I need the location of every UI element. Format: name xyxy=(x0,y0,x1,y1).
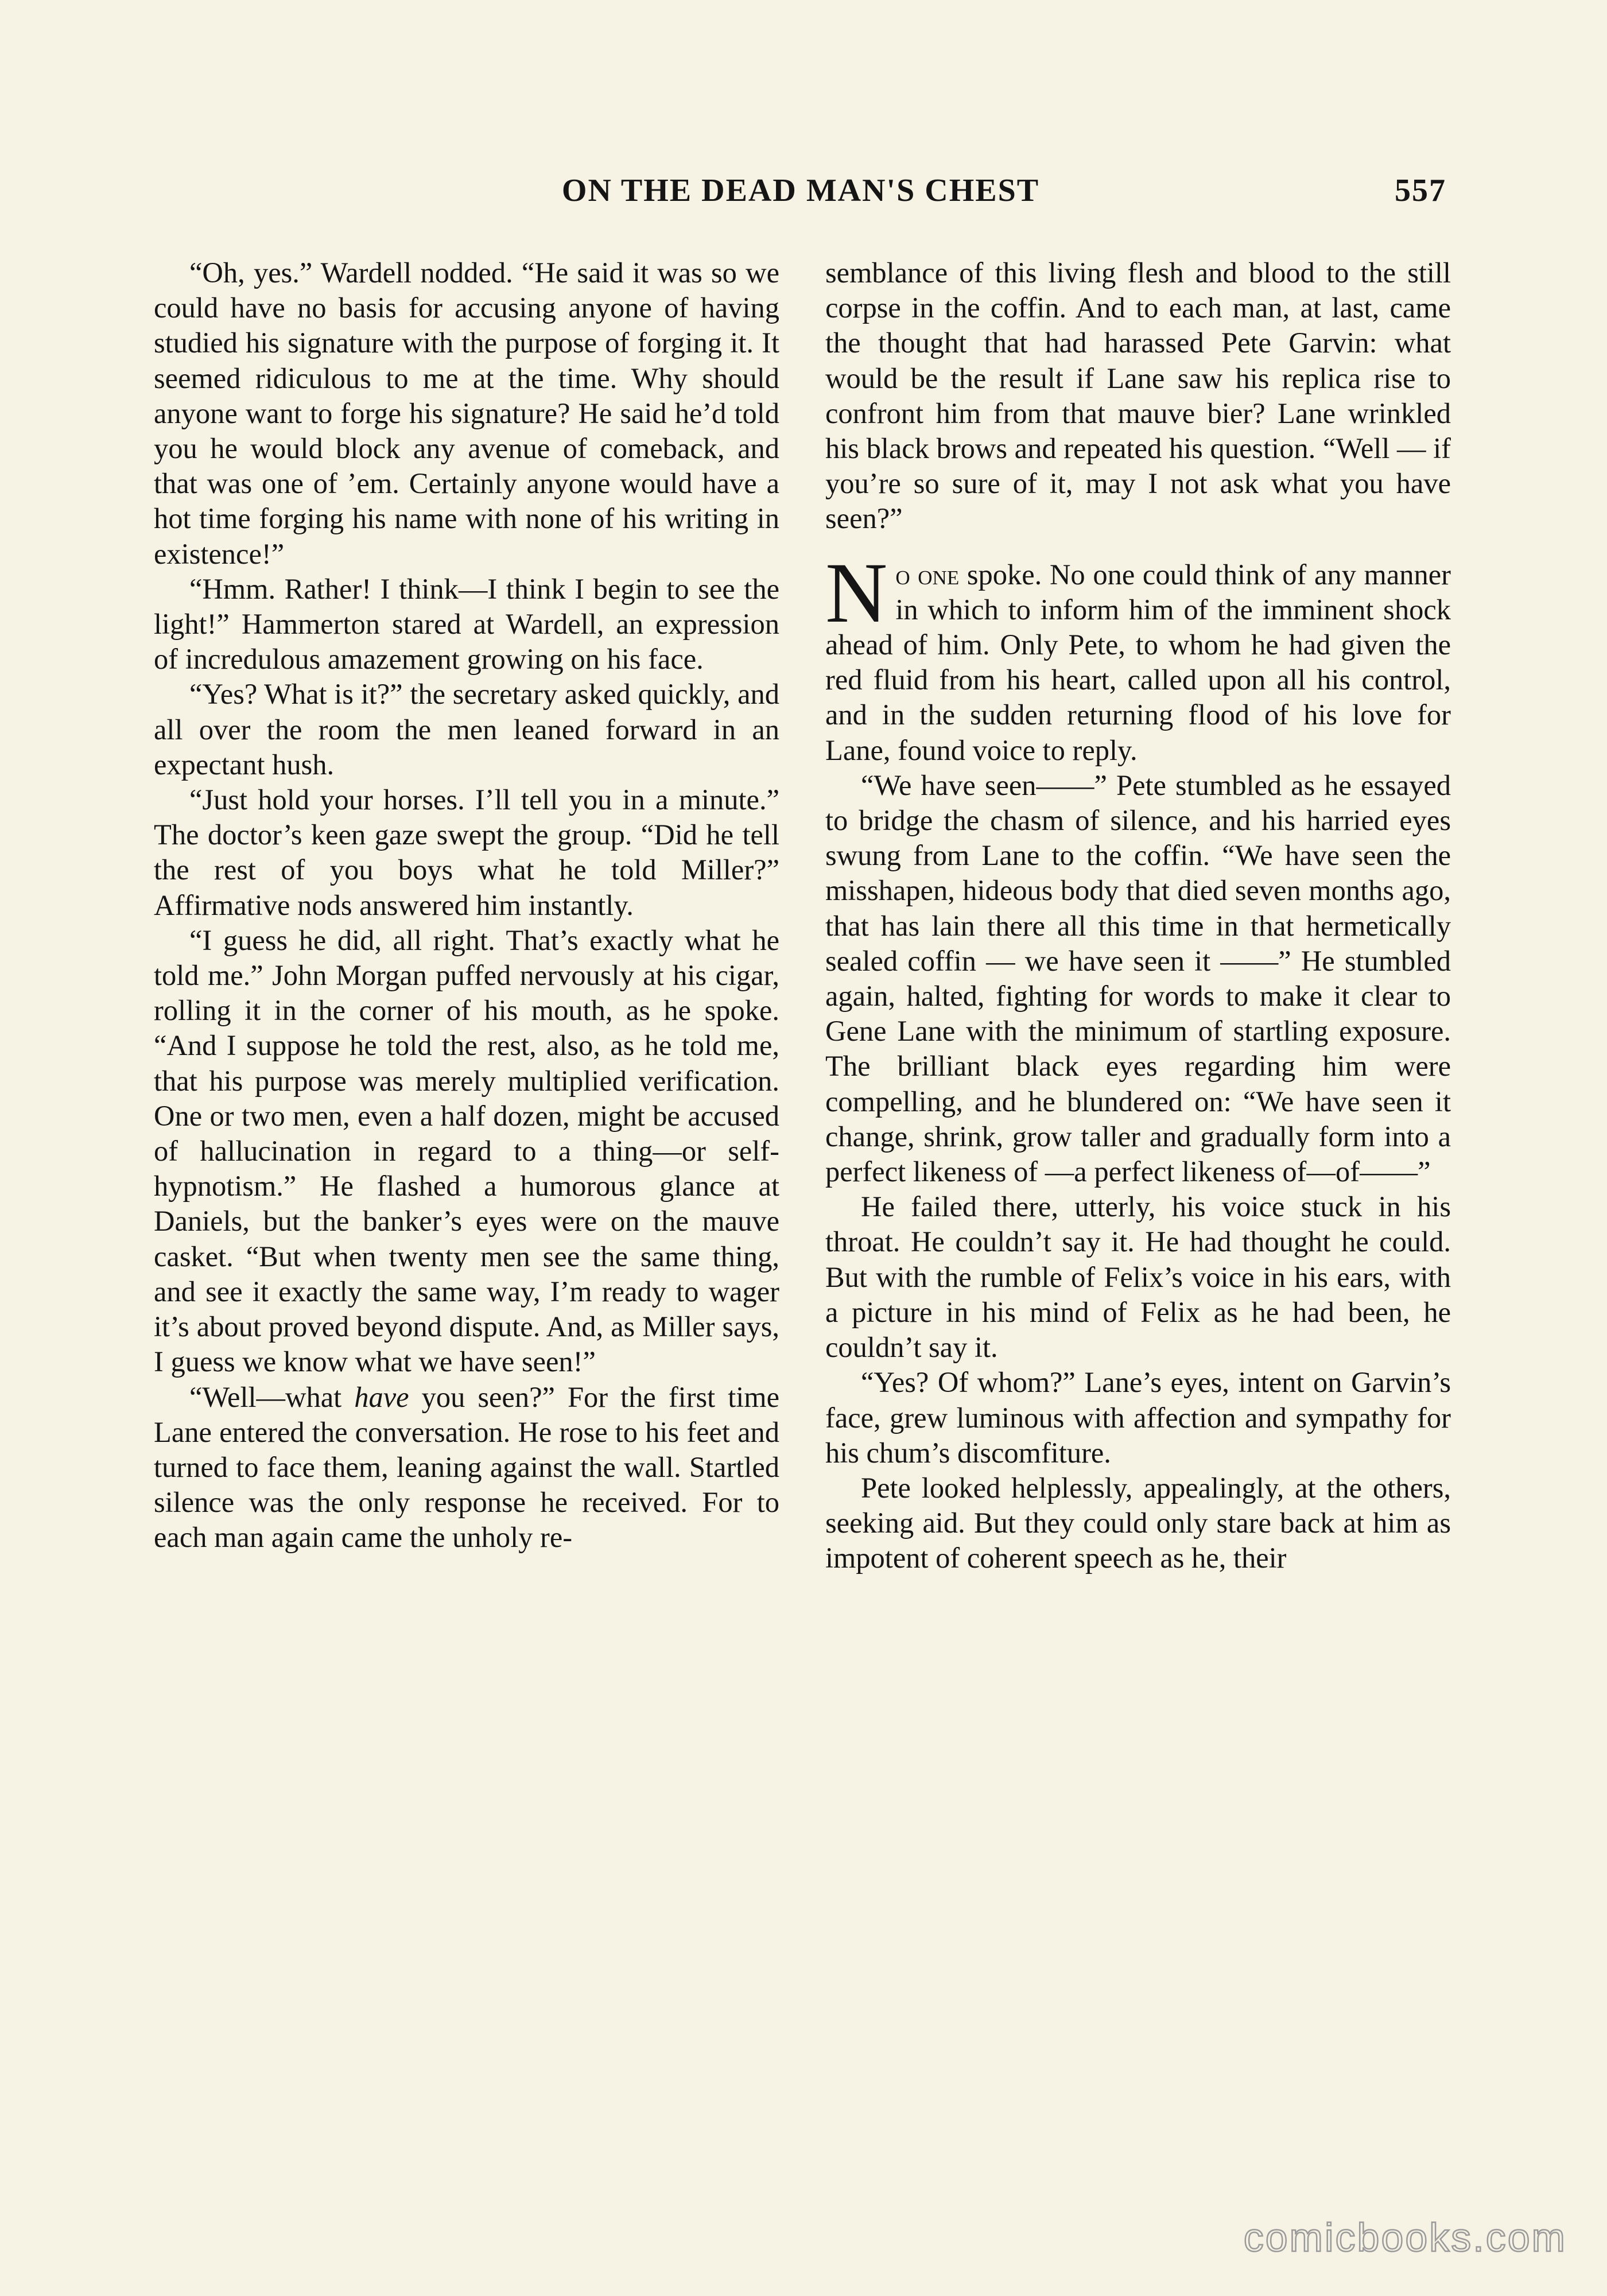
text-run: spoke. No one could think of any manner in which to inform him of the imminent shock ahead of him. Only Pete, to whom he had given the red fluid from his heart, called upon all his control, and in the sudden returning flood of his love for Lane, found voice to reply. xyxy=(825,558,1451,766)
drop-cap: N xyxy=(825,545,888,641)
paragraph xyxy=(154,1380,779,1556)
paragraph: “Hmm. Rather! I think—I think I begin to see the light!” Hammerton stared at Wardell, an expression of incredulous amazement growing on his face. xyxy=(154,572,779,676)
paragraph: semblance of this living flesh and blood to the still corpse in the coffin. And to each man, at last, came the thought that had harassed Pete Garvin: what would be the result if Lane saw his replica rise to confront him from that mauve bier? Lane wrinkled his black brows and repeated his question. “Well — if you’re so sure of it, may I not ask what you have seen?” xyxy=(825,257,1451,535)
paragraph: “Yes? What is it?” the secretary asked quickly, and all over the room the men leaned forward in an expectant hush. xyxy=(154,678,779,781)
text-run: “Well—what xyxy=(189,1380,355,1413)
right-column xyxy=(825,255,1451,2173)
running-header xyxy=(155,172,1446,224)
section-opening-paragraph xyxy=(825,545,1451,768)
paragraph: “Just hold your horses. I’ll tell you in a minute.” The doctor’s keen gaze swept the group. “Did he tell the rest of you boys what he told Miller?” Affirmative nods answered him instantly. xyxy=(154,784,779,921)
text-run: you seen?” For the first time Lane entered the conversation. He rose to his feet and turned to face them, leaning against the wall. Startled silence was the only response he received. For to each man again came the unholy re- xyxy=(154,1380,779,1554)
paragraph: “I guess he did, all right. That’s exactly what he told me.” John Morgan puffed nervously at his cigar, rolling it in the corner of his mouth, as he spoke. “And I suppose he told the rest, also, as he told me, that his purpose was merely multiplied verification. One or two men, even a half dozen, might be accused of hallucination in regard to a thing—or self-hypnotism.” He flashed a humorous glance at Daniels, but the banker’s eyes were on the mauve casket. “But when twenty men see the same thing, and see it exactly the same way, I’m ready to wager it’s about proved beyond dispute. And, as Miller says, I guess we know what we have seen!” xyxy=(154,924,779,1378)
italic-text: have xyxy=(354,1380,409,1413)
paragraph: Pete looked helplessly, appealingly, at the others, seeking aid. But they could only stare back at him as impotent of coherent speech as he, their xyxy=(825,1471,1451,1574)
left-column xyxy=(154,255,779,2173)
watermark: comicbooks.com xyxy=(1243,2215,1567,2260)
paragraph: He failed there, utterly, his voice stuck in his throat. He couldn’t say it. He had thought he could. But with the rumble of Felix’s voice in his ears, with a picture in his mind of Felix as he had been, he couldn’t say it. xyxy=(825,1190,1451,1364)
paragraph: “We have seen——” Pete stumbled as he essayed to bridge the chasm of silence, and his harried eyes swung from Lane to the coffin. “We have seen the misshapen, hideous body that died seven months ago, that has lain there all this time in that hermetically sealed coffin — we have seen it ——” He stumbled again, halted, fighting for words to make it clear to Gene Lane with the minimum of startling exposure. The brilliant black eyes regarding him were compelling, and he blundered on: “We have seen it change, shrink, grow taller and gradually form into a perfect likeness of —a perfect likeness of—of——” xyxy=(825,769,1451,1188)
running-title: ON THE DEAD MAN'S CHEST xyxy=(561,173,1040,208)
paragraph: “Oh, yes.” Wardell nodded. “He said it was so we could have no basis for accusing anyone of having studied his signature with the purpose of forging it. It seemed ridiculous to me at the time. Why should anyone want to forge his signature? He said he’d told you he would block any avenue of comeback, and that was one of ’em. Certainly anyone would have a hot time forging his name with none of his writing in existence!” xyxy=(154,257,779,570)
paragraph: “Yes? Of whom?” Lane’s eyes, intent on Garvin’s face, grew luminous with affection and sympathy for his chum’s discomfiture. xyxy=(825,1366,1451,1469)
page-number: 557 xyxy=(1395,173,1446,208)
small-caps-text: o one xyxy=(895,558,960,591)
